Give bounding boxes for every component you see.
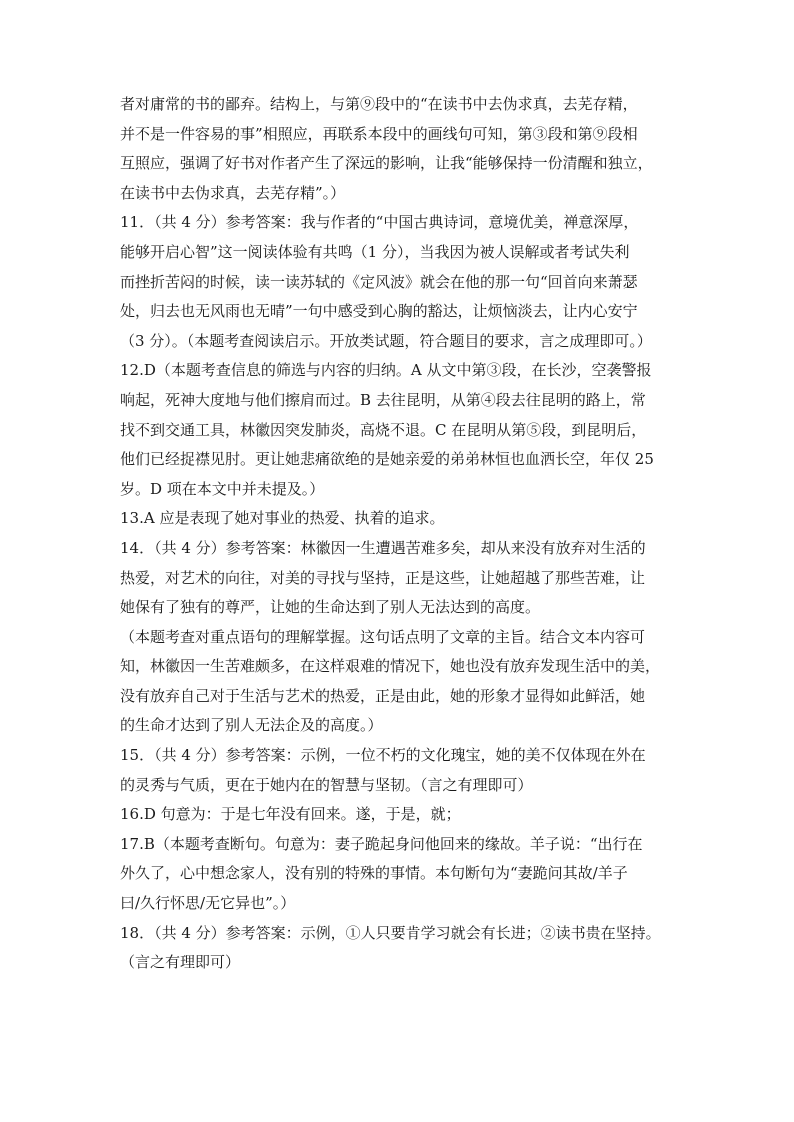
text-line: 17.B（本题考查断句。句意为：妻子跪起身问他回来的缘故。羊子说：“出行在 xyxy=(120,834,643,853)
text-line: 找不到交通工具，林徽因突发肺炎，高烧不退。C 在昆明从第⑤段，到昆明后， xyxy=(120,420,647,439)
text-line: 18．（共 4 分）参考答案：示例，①人只要肯学习就会有长进；②读书贵在坚持。 xyxy=(120,923,661,942)
text-line: 她保有了独有的尊严，让她的生命达到了别人无法达到的高度。 xyxy=(120,598,541,617)
text-line: 他们已经捉襟见肘。更让她悲痛欲绝的是她亲爱的弟弟林恒也血洒长空，年仅 25 xyxy=(120,450,654,469)
text-line: 处，归去也无风雨也无晴”一句中感受到心胸的豁达，让烦恼淡去，让内心安宁 xyxy=(120,302,638,321)
text-line: 13.A 应是表现了她对事业的热爱、执着的追求。 xyxy=(120,509,445,528)
text-line: 外久了，心中想念家人，没有别的特殊的事情。本句断句为“妻跪问其故/羊子 xyxy=(120,864,628,883)
text-line: 互照应，强调了好书对作者产生了深远的影响，让我“能够保持一份清醒和独立， xyxy=(120,154,653,173)
text-line: 响起，死神大度地与他们擦肩而过。B 去往昆明，从第④段去往昆明的路上，常 xyxy=(120,390,646,409)
text-line: 热爱，对艺术的向往，对美的寻找与坚持，正是这些，让她超越了那些苦难，让 xyxy=(120,568,646,587)
text-line: 知，林徽因一生苦难颇多，在这样艰难的情况下，她也没有放弃发现生活中的美， xyxy=(120,657,661,676)
answer-text-block xyxy=(120,90,680,978)
text-line: 14．（共 4 分）参考答案：林徽因一生遭遇苦难多矣，却从来没有放弃对生活的 xyxy=(120,538,646,557)
text-line: （3 分）。（本题考查阅读启示。开放类试题，符合题目的要求，言之成理即可。） xyxy=(120,331,652,350)
text-line: 并不是一件容易的事”相照应，再联系本段中的画线句可知，第③段和第⑨段相 xyxy=(120,124,638,143)
text-line: 者对庸常的书的鄙弃。结构上，与第⑨段中的“在读书中去伪求真，去芜存精， xyxy=(120,95,638,113)
text-line: （本题考查对重点语句的理解掌握。这句话点明了文章的主旨。结合文本内容可 xyxy=(120,627,646,646)
text-line: 12.D（本题考查信息的筛选与内容的归纳。A 从文中第③段，在长沙，空袭警报 xyxy=(120,361,652,380)
text-line: 的生命才达到了别人无法企及的高度。） xyxy=(120,716,383,735)
text-line: 而挫折苦闷的时候，读一读苏轼的《定风波》就会在他的那一句“回首向来萧瑟 xyxy=(120,272,638,291)
text-line: 11．（共 4 分）参考答案：我与作者的“中国古典诗词，意境优美，禅意深厚， xyxy=(120,213,639,232)
text-line: 的灵秀与气质，更在于她内在的智慧与坚韧。（言之有理即可） xyxy=(120,775,533,794)
text-line: 16.D 句意为：于是七年没有回来。遂，于是，就； xyxy=(120,805,461,824)
text-line: 15．（共 4 分）参考答案：示例，一位不朽的文化瑰宝，她的美不仅体现在外在 xyxy=(120,746,646,765)
text-line: 在读书中去伪求真，去芜存精”。） xyxy=(120,183,346,202)
text-line: 曰/久行怀思/无它异也”。） xyxy=(120,894,296,913)
text-line: （言之有理即可） xyxy=(120,953,241,972)
text-line: 能够开启心智”这一阅读体验有共鸣（1 分），当我因为被人误解或者考试失利 xyxy=(120,242,630,261)
text-line: 岁。D 项在本文中并未提及。） xyxy=(120,479,325,498)
text-line: 没有放弃自己对于生活与艺术的热爱，正是由此，她的形象才显得如此鲜活，她 xyxy=(120,686,646,705)
